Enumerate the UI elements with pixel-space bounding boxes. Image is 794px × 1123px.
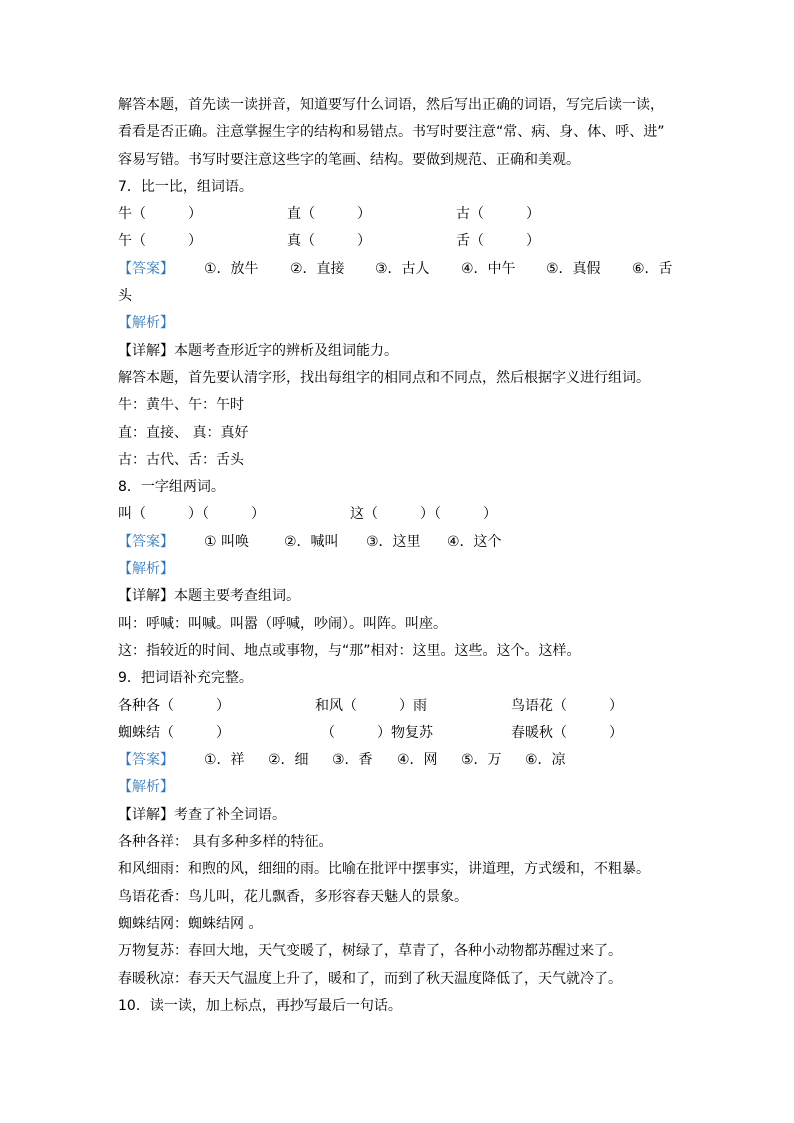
analysis-label: 【解析】	[118, 779, 174, 796]
answer-item: ③．这里	[366, 533, 421, 550]
blank-item: 真（ ）	[287, 233, 371, 250]
answer-item: ④．网	[397, 752, 438, 769]
question-7-title: 7．比一比，组词语。	[118, 178, 253, 195]
blank-item: 古（ ）	[456, 206, 540, 223]
answer-item: ④．这个	[447, 533, 502, 550]
answer-label: 【答案】	[118, 533, 174, 550]
question-10-title: 10．读一读，加上标点，再抄写最后一句话。	[118, 997, 402, 1014]
q7-answer	[118, 256, 673, 283]
answer-item: ⑥．凉	[525, 752, 566, 769]
answer-wrap: 头	[118, 288, 132, 305]
blank-item: 直（ ）	[287, 206, 371, 223]
blank-item: 鸟语花（ ）	[511, 697, 623, 714]
detail-line: 春暖秋凉：春天天气温度上升了，暖和了，而到了秋天温度降低了，天气就冷了。	[118, 970, 622, 987]
detail-line: 【详解】本题主要考查组词。	[118, 588, 300, 605]
question-9-title: 9．把词语补充完整。	[118, 670, 253, 687]
answer-item: ①．祥	[204, 752, 245, 769]
q9-answer	[118, 747, 662, 774]
answer-item: ⑤．真假	[546, 260, 601, 277]
detail-line: 古：古代、舌：舌头	[118, 451, 244, 468]
intro-line: 看看是否正确。注意掌握生字的结构和易错点。书写时要注意“常、病、身、体、呼、进”	[118, 124, 665, 141]
answer-item: ⑤．万	[461, 752, 502, 769]
detail-line: 直：直接、 真：真好	[118, 424, 249, 441]
analysis-label: 【解析】	[118, 561, 174, 578]
blank-item: 和风（ ）雨	[315, 697, 427, 714]
detail-line: 牛：黄牛、午：午时	[118, 397, 244, 414]
detail-line: 万物复苏：春回大地，天气变暖了，树绿了，草青了，各种小动物都苏醒过来了。	[118, 943, 622, 960]
blank-item: 各种各（ ）	[118, 697, 230, 714]
answer-item: ②．直接	[290, 260, 345, 277]
blank-item: 这（ ）（ ）	[350, 506, 497, 523]
detail-line: 和风细雨：和煦的风，细细的雨。比喻在批评中摆事实，讲道理，方式缓和，不粗暴。	[118, 861, 650, 878]
q7-row	[118, 201, 662, 228]
blank-item: 叫（ ）（ ）	[118, 506, 265, 523]
answer-item: ②．细	[268, 752, 309, 769]
detail-line: 鸟语花香：鸟儿叫，花儿飘香，多形容春天魅人的景象。	[118, 888, 468, 905]
question-8-title: 8．一字组两词。	[118, 479, 225, 496]
detail-line: 叫：呼喊：叫喊。叫嚣（呼喊，吵闹）。叫阵。叫座。	[118, 615, 447, 632]
blank-item: 牛（ ）	[118, 206, 202, 223]
detail-line: 【详解】考查了补全词语。	[118, 806, 286, 823]
q9-row	[118, 720, 662, 747]
answer-label: 【答案】	[118, 260, 174, 277]
q7-row	[118, 228, 662, 255]
blank-item: 午（ ）	[118, 233, 202, 250]
answer-label: 【答案】	[118, 752, 174, 769]
document-page	[118, 92, 673, 1020]
answer-item: ③．古人	[375, 260, 430, 277]
detail-line: 解答本题，首先要认清字形，找出每组字的相同点和不同点，然后根据字义进行组词。	[118, 369, 650, 386]
blank-item: 舌（ ）	[456, 233, 540, 250]
q8-row	[118, 501, 662, 528]
detail-line: 蜘蛛结网：蜘蛛结网 。	[118, 915, 263, 932]
detail-line: 各种各祥： 具有多种多样的特征。	[118, 834, 333, 851]
intro-line: 容易写错。书写时要注意这些字的笔画、结构。要做到规范、正确和美观。	[118, 151, 580, 168]
blank-item: 春暖秋（ ）	[511, 724, 623, 741]
detail-line: 【详解】本题考查形近字的辨析及组词能力。	[118, 342, 398, 359]
answer-item: ④．中午	[461, 260, 516, 277]
q9-row	[118, 693, 662, 720]
answer-item: ① 叫唤	[204, 533, 250, 550]
blank-item: （ ）物复苏	[321, 724, 433, 741]
answer-item: ①．放牛	[204, 260, 259, 277]
answer-item: ③．香	[332, 752, 373, 769]
blank-item: 蜘蛛结（ ）	[118, 724, 230, 741]
answer-item: ⑥．舌	[632, 260, 673, 277]
answer-item: ②．喊叫	[284, 533, 339, 550]
q8-answer	[118, 529, 662, 556]
intro-line: 解答本题，首先读一读拼音，知道要写什么词语，然后写出正确的词语，写完后读一读，	[118, 97, 664, 113]
detail-line: 这：指较近的时间、地点或事物，与“那”相对：这里。这些。这个。这样。	[118, 642, 581, 659]
analysis-label: 【解析】	[118, 315, 174, 332]
